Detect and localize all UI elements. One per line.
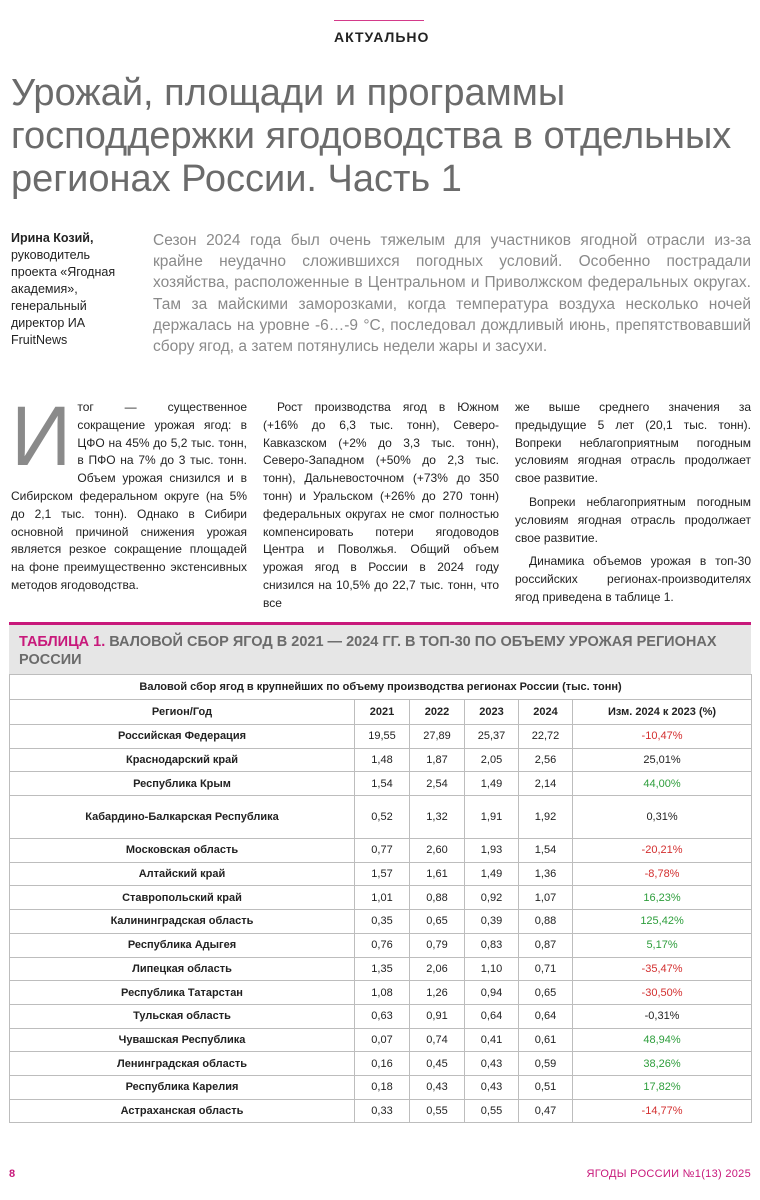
region-cell: Чувашская Республика [10, 1028, 355, 1052]
change-cell: 44,00% [573, 772, 752, 796]
value-cell: 0,64 [519, 1004, 573, 1028]
page-number: 8 [9, 1168, 16, 1180]
value-cell: 0,43 [410, 1075, 465, 1099]
table-row [10, 796, 752, 839]
value-cell: 2,05 [465, 748, 519, 772]
region-cell: Ставропольский край [10, 886, 355, 910]
table-row [10, 1075, 752, 1099]
table-row [10, 748, 752, 772]
article-title: Урожай, площади и программы господдержки ягодоводства в отдельных регионах России. Часть 1 [11, 72, 732, 200]
region-cell: Алтайский край [10, 862, 355, 886]
change-cell: -35,47% [573, 957, 752, 981]
value-cell: 1,36 [519, 862, 573, 886]
table-subtitle: Валовой сбор ягод в крупнейших по объему производства регионах России (тыс. тонн) [10, 675, 752, 700]
body-column-3 [515, 399, 751, 613]
table-caption [9, 625, 751, 674]
region-cell: Краснодарский край [10, 748, 355, 772]
body-paragraph: Динамика объемов урожая в топ-30 российских регионах-производителях ягод приведена в таблице 1. [515, 554, 751, 604]
value-cell: 0,52 [355, 796, 410, 839]
change-cell: 125,42% [573, 910, 752, 934]
value-cell: 0,77 [355, 839, 410, 863]
author-description: руководитель проекта «Ягодная академия», генеральный директор ИА FruitNews [11, 248, 116, 347]
change-cell: -20,21% [573, 839, 752, 863]
value-cell: 1,93 [465, 839, 519, 863]
value-cell: 0,88 [519, 910, 573, 934]
value-cell: 0,43 [465, 1052, 519, 1076]
change-cell: -14,77% [573, 1099, 752, 1123]
body-paragraph: же выше среднего значения за предыдущие 5 лет (20,1 тыс. тонн). Вопреки неблагоприятным погодным условиям ягодная отрасль продолжает свое развитие. [515, 400, 751, 486]
body-paragraph: Вопреки неблагоприятным погодным условиям ягодная отрасль продолжает свое развитие. [515, 494, 751, 545]
value-cell: 2,56 [519, 748, 573, 772]
value-cell: 1,91 [465, 796, 519, 839]
region-cell: Республика Адыгея [10, 933, 355, 957]
value-cell: 0,83 [465, 933, 519, 957]
table-row [10, 933, 752, 957]
value-cell: 0,45 [410, 1052, 465, 1076]
column-header: 2024 [519, 700, 573, 725]
value-cell: 1,07 [519, 886, 573, 910]
value-cell: 0,74 [410, 1028, 465, 1052]
change-cell: -10,47% [573, 725, 752, 749]
value-cell: 1,01 [355, 886, 410, 910]
value-cell: 2,54 [410, 772, 465, 796]
harvest-table [9, 674, 752, 1123]
value-cell: 0,59 [519, 1052, 573, 1076]
change-cell: 16,23% [573, 886, 752, 910]
table-row [10, 1099, 752, 1123]
table-row [10, 772, 752, 796]
change-cell: 5,17% [573, 933, 752, 957]
column-header: 2022 [410, 700, 465, 725]
value-cell: 25,37 [465, 725, 519, 749]
table-row [10, 725, 752, 749]
region-cell: Республика Карелия [10, 1075, 355, 1099]
table-row [10, 1028, 752, 1052]
value-cell: 1,87 [410, 748, 465, 772]
value-cell: 0,47 [519, 1099, 573, 1123]
value-cell: 0,61 [519, 1028, 573, 1052]
value-cell: 0,76 [355, 933, 410, 957]
value-cell: 1,49 [465, 862, 519, 886]
value-cell: 0,87 [519, 933, 573, 957]
value-cell: 22,72 [519, 725, 573, 749]
region-cell: Московская область [10, 839, 355, 863]
author-block [11, 230, 136, 349]
change-cell: -8,78% [573, 862, 752, 886]
table-row [10, 1004, 752, 1028]
value-cell: 0,16 [355, 1052, 410, 1076]
value-cell: 1,08 [355, 981, 410, 1005]
region-cell: Калининградская область [10, 910, 355, 934]
body-column-2 [263, 399, 499, 619]
body-paragraph: Рост производства ягод в Южном (+16% до 6,3 тыс. тонн), Северо-Кавказском (+2% до 3,3 тыс. тонн), Северо-Западном (+50% до 2,3 тыс. тонн), Дальневосточном (+73% до 350 тонн) и Уральском (+26% до 270 тонн) федеральных округах не смог полностью компенсировать потери ягодоводов Центра и Поволжья. Общий объем урожая ягод в России в 2024 году снизился на 10,5% до 22,7 тыс. тонн, что все [263, 400, 499, 610]
value-cell: 27,89 [410, 725, 465, 749]
value-cell: 1,92 [519, 796, 573, 839]
value-cell: 0,35 [355, 910, 410, 934]
column-header: 2021 [355, 700, 410, 725]
change-cell: -0,31% [573, 1004, 752, 1028]
value-cell: 1,57 [355, 862, 410, 886]
change-cell: 0,31% [573, 796, 752, 839]
region-cell: Ленинградская область [10, 1052, 355, 1076]
change-cell: 25,01% [573, 748, 752, 772]
value-cell: 2,14 [519, 772, 573, 796]
value-cell: 1,61 [410, 862, 465, 886]
value-cell: 0,65 [519, 981, 573, 1005]
table-row [10, 862, 752, 886]
value-cell: 1,49 [465, 772, 519, 796]
table-row [10, 957, 752, 981]
value-cell: 0,07 [355, 1028, 410, 1052]
value-cell: 0,55 [465, 1099, 519, 1123]
table-row [10, 839, 752, 863]
value-cell: 0,91 [410, 1004, 465, 1028]
region-cell: Республика Татарстан [10, 981, 355, 1005]
value-cell: 0,94 [465, 981, 519, 1005]
value-cell: 19,55 [355, 725, 410, 749]
value-cell: 0,51 [519, 1075, 573, 1099]
table-block [9, 622, 751, 1130]
table-caption-number: ТАБЛИЦА 1. [19, 634, 106, 650]
value-cell: 0,55 [410, 1099, 465, 1123]
value-cell: 1,26 [410, 981, 465, 1005]
table-body [10, 725, 752, 1123]
change-cell: -30,50% [573, 981, 752, 1005]
table-row [10, 910, 752, 934]
value-cell: 0,65 [410, 910, 465, 934]
value-cell: 0,33 [355, 1099, 410, 1123]
value-cell: 0,39 [465, 910, 519, 934]
author-name: Ирина Козий, [11, 231, 94, 245]
value-cell: 0,41 [465, 1028, 519, 1052]
value-cell: 0,64 [465, 1004, 519, 1028]
value-cell: 0,63 [355, 1004, 410, 1028]
region-cell: Липецкая область [10, 957, 355, 981]
table-row [10, 886, 752, 910]
value-cell: 1,54 [355, 772, 410, 796]
table-row [10, 981, 752, 1005]
magazine-footer: ЯГОДЫ РОССИИ №1(13) 2025 [586, 1168, 751, 1180]
value-cell: 1,48 [355, 748, 410, 772]
change-cell: 48,94% [573, 1028, 752, 1052]
region-cell: Астраханская область [10, 1099, 355, 1123]
value-cell: 2,06 [410, 957, 465, 981]
body-paragraph [11, 389, 247, 595]
value-cell: 0,88 [410, 886, 465, 910]
value-cell: 1,35 [355, 957, 410, 981]
drop-cap: И [11, 389, 72, 483]
body-text: тог — существенное сокращение урожая ягод: в ЦФО на 45% до 5,2 тыс. тонн, в ПФО на 7% до 3 тыс. тонн. Объем урожая снизился и в Сибирском федеральном округе (на 5% до 2,1 тыс. тонн). Однако в Сибири основной причиной снижения урожая является резкое сокращение площадей на фоне преимущественно экстенсивных методов ягодоводства. [11, 400, 247, 592]
value-cell: 0,79 [410, 933, 465, 957]
column-header: 2023 [465, 700, 519, 725]
column-header: Изм. 2024 к 2023 (%) [573, 700, 752, 725]
lead-paragraph: Сезон 2024 года был очень тяжелым для участников ягодной отрасли из-за крайне неудачно сложившихся погодных условий. Особенно пострадали хозяйства, расположенные в Центральном и Приволжском федеральных округах. Там за майскими заморозками, когда температура воздуха несколько ночей держалась на уровне -6…-9 °С, последовал дождливый июнь, препятствовавший сбору ягод, а затем потянулись недели жары и засухи. [153, 232, 751, 356]
region-cell: Тульская область [10, 1004, 355, 1028]
change-cell: 38,26% [573, 1052, 752, 1076]
region-cell: Республика Крым [10, 772, 355, 796]
value-cell: 2,60 [410, 839, 465, 863]
column-header: Регион/Год [10, 700, 355, 725]
region-cell: Российская Федерация [10, 725, 355, 749]
body-column-1 [11, 389, 247, 601]
section-label: АКТУАЛЬНО [334, 20, 424, 45]
value-cell: 1,32 [410, 796, 465, 839]
value-cell: 0,92 [465, 886, 519, 910]
value-cell: 0,71 [519, 957, 573, 981]
value-cell: 1,10 [465, 957, 519, 981]
value-cell: 0,18 [355, 1075, 410, 1099]
table-caption-text: ВАЛОВОЙ СБОР ЯГОД В 2021 — 2024 ГГ. В ТОП-30 ПО ОБЪЕМУ УРОЖАЯ РЕГИОНАХ РОССИИ [19, 634, 717, 668]
table-row [10, 1052, 752, 1076]
region-cell: Кабардино-Балкарская Республика [10, 796, 355, 839]
value-cell: 0,43 [465, 1075, 519, 1099]
change-cell: 17,82% [573, 1075, 752, 1099]
value-cell: 1,54 [519, 839, 573, 863]
